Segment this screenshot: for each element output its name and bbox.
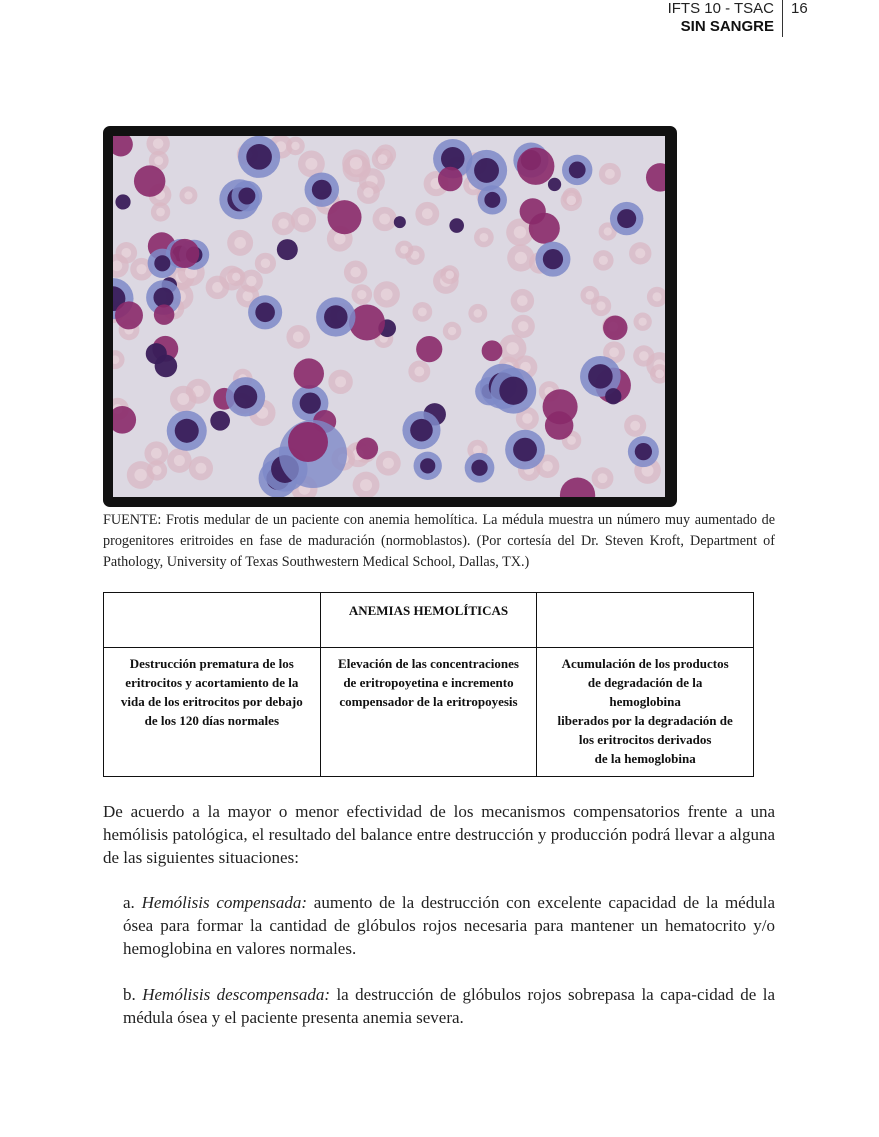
cell-nucleus	[420, 458, 435, 473]
red-blood-cell-center	[195, 463, 206, 474]
red-blood-cell-center	[479, 233, 488, 242]
red-blood-cell-center	[446, 270, 454, 278]
cell-nucleus	[170, 239, 199, 268]
cell-nucleus	[471, 460, 487, 476]
cell-line: eritrocitos y acortamiento de la	[125, 675, 299, 690]
cell-nucleus	[300, 392, 321, 413]
red-blood-cell-center	[357, 290, 366, 299]
cell-nucleus	[513, 438, 537, 462]
red-blood-cell-center	[598, 473, 608, 483]
red-blood-cell-center	[232, 273, 240, 281]
red-blood-cell-center	[515, 252, 527, 264]
red-blood-cell-center	[596, 301, 605, 310]
red-blood-cell-center	[542, 461, 553, 472]
item-a-term: Hemólisis compensada:	[141, 893, 307, 912]
cell-nucleus	[438, 167, 463, 192]
cell-nucleus	[482, 340, 503, 361]
item-b-prefix: b.	[123, 985, 143, 1004]
cell-nucleus	[175, 419, 199, 443]
cell-line: Destrucción prematura de los	[129, 656, 294, 671]
cell-nucleus	[238, 188, 255, 205]
red-blood-cell-center	[278, 218, 288, 228]
cell-nucleus	[246, 144, 272, 170]
red-blood-cell-center	[177, 393, 189, 405]
red-blood-cell-center	[184, 191, 192, 199]
item-b-text: la destrucción de glóbulos rojos sobrepasa la capa-cidad de la médula ósea y el paciente presenta anemia severa.	[123, 985, 775, 1027]
cell-nucleus	[517, 147, 554, 184]
cell-nucleus	[155, 355, 178, 378]
cell-nucleus	[115, 194, 130, 209]
red-blood-cell-center	[360, 479, 372, 491]
table-row	[104, 648, 754, 777]
red-blood-cell-center	[335, 376, 346, 387]
red-blood-cell-center	[422, 208, 433, 219]
red-blood-cell-center	[639, 351, 649, 361]
cell-nucleus	[394, 216, 406, 228]
cell-nucleus	[569, 162, 586, 179]
item-b-term: Hemólisis descompensada:	[142, 985, 330, 1004]
cell-nucleus	[255, 303, 275, 323]
cell-line: vida de los eritrocitos por debajo	[120, 694, 303, 709]
list-item-a	[123, 891, 775, 960]
cell-nucleus	[113, 136, 133, 156]
cell-nucleus	[324, 305, 348, 329]
header-title-line1: IFTS 10 - TSAC	[667, 0, 774, 17]
red-blood-cell-center	[414, 367, 424, 377]
table-header-cell-1	[104, 593, 321, 648]
red-blood-cell-center	[567, 436, 576, 445]
cell-nucleus	[520, 198, 546, 224]
bone-marrow-smear-image	[113, 136, 665, 497]
figure-caption: FUENTE: Frotis medular de un paciente con anemia hemolítica. La médula muestra un número muy aumentado de progenitores eritroides en fase de maduración (normoblastos). (Por cortesía del Dr. Steven Kroft, Department of Pathology, University of Texas Southwestern Medical School, Dallas, TX.)	[103, 512, 775, 570]
cell-nucleus	[617, 209, 636, 228]
red-blood-cell-center	[156, 208, 165, 217]
table-cell-degradation	[537, 648, 754, 777]
cell-line: liberados por la degradación de	[557, 713, 733, 728]
hemolytic-anemia-table	[103, 592, 754, 777]
red-blood-cell-center	[383, 458, 394, 469]
cell-nucleus	[154, 255, 170, 271]
micrograph-figure	[103, 126, 677, 507]
cell-nucleus	[327, 200, 361, 234]
red-blood-cell-center	[379, 214, 390, 225]
cell-nucleus	[474, 158, 499, 183]
red-blood-cell-center	[639, 318, 647, 326]
red-blood-cell-center	[154, 156, 163, 165]
cell-nucleus	[277, 239, 298, 260]
cell-line: de la hemoglobina	[594, 751, 696, 766]
red-blood-cell-center	[652, 292, 661, 301]
cell-line: Elevación de las concentraciones	[338, 656, 519, 671]
table-cell-erythropoietin	[320, 648, 537, 777]
red-blood-cell-center	[605, 169, 615, 179]
red-blood-cell-center	[418, 307, 427, 316]
cell-nucleus	[449, 218, 464, 233]
cell-nucleus	[134, 165, 165, 196]
cell-nucleus	[560, 477, 595, 497]
cell-nucleus	[605, 388, 621, 404]
red-blood-cell-center	[153, 138, 164, 149]
cell-nucleus	[154, 304, 175, 325]
red-blood-cell-center	[381, 288, 393, 300]
cell-line: de los 120 días normales	[144, 713, 279, 728]
header-divider	[782, 0, 783, 37]
cell-nucleus	[646, 163, 665, 191]
page-number: 16	[791, 0, 808, 17]
red-blood-cell-center	[174, 455, 185, 466]
cell-nucleus	[234, 385, 258, 409]
red-blood-cell-center	[609, 347, 619, 357]
red-blood-cell-center	[474, 309, 483, 318]
red-blood-cell-center	[136, 264, 146, 274]
cell-nucleus	[543, 249, 563, 269]
cell-nucleus	[294, 358, 324, 388]
cell-nucleus	[635, 443, 652, 460]
red-blood-cell-center	[522, 413, 532, 423]
cell-nucleus	[416, 336, 442, 362]
cell-nucleus	[210, 411, 230, 431]
red-blood-cell-center	[517, 295, 528, 306]
cell-line: de eritropoyetina e incremento	[343, 675, 514, 690]
body-paragraph: De acuerdo a la mayor o menor efectividad de los mecanismos compensatorios frente a una hemólisis patológica, el resultado del balance entre destrucción y producción podrá llevar a alguna de las siguientes situaciones:	[103, 802, 775, 867]
table-header-cell-2: ANEMIAS HEMOLÍTICAS	[320, 593, 537, 648]
page-header	[600, 0, 810, 38]
red-blood-cell-center	[514, 226, 526, 238]
red-blood-cell-center	[630, 421, 640, 431]
cell-line: de degradación de la	[587, 675, 703, 690]
red-blood-cell-center	[350, 157, 362, 169]
red-blood-cell-center	[246, 276, 256, 286]
red-blood-cell-center	[152, 466, 161, 475]
red-blood-cell-center	[305, 158, 317, 170]
red-blood-cell-center	[518, 321, 528, 331]
cell-nucleus	[499, 377, 527, 405]
cell-nucleus	[410, 419, 433, 442]
header-title-line2: SIN SANGRE	[680, 18, 774, 35]
red-blood-cell-center	[350, 267, 361, 278]
cell-nucleus	[548, 178, 561, 191]
red-blood-cell-center	[293, 332, 304, 343]
red-blood-cell-center	[566, 196, 576, 206]
cell-nucleus	[441, 147, 465, 171]
cell-line: hemoglobina	[609, 694, 681, 709]
red-blood-cell-center	[261, 259, 271, 269]
large-cell-nucleus	[288, 422, 328, 462]
item-a-text: aumento de la destrucción con excelente capacidad de la médula ósea para formar la cantidad de glóbulos rojos necesaria para mantener un hematocrito y/o hemoglobina en valores normales.	[123, 893, 775, 958]
red-blood-cell-center	[599, 256, 608, 265]
red-blood-cell-center	[655, 369, 664, 378]
cell-nucleus	[484, 192, 500, 208]
cell-line: los eritrocitos derivados	[578, 732, 712, 747]
red-blood-cell-center	[291, 142, 299, 150]
cell-nucleus	[603, 316, 627, 340]
red-blood-cell-center	[234, 237, 246, 249]
table-header-row	[104, 593, 754, 648]
red-blood-cell-center	[334, 233, 346, 245]
red-blood-cell-center	[506, 342, 518, 354]
red-blood-cell-center	[298, 214, 309, 225]
list-item-b	[123, 983, 775, 1029]
red-blood-cell-center	[586, 291, 594, 299]
cell-nucleus	[588, 364, 613, 389]
cell-line: Acumulación de los productos	[561, 656, 729, 671]
red-blood-cell-center	[448, 327, 456, 335]
cell-nucleus	[113, 406, 136, 434]
cell-nucleus	[312, 180, 332, 200]
cell-nucleus	[115, 301, 143, 329]
red-blood-cell-center	[635, 248, 645, 258]
table-cell-destruction	[104, 648, 321, 777]
header-title	[668, 0, 774, 36]
cell-nucleus	[356, 438, 378, 460]
item-a-prefix: a.	[123, 893, 142, 912]
red-blood-cell-center	[604, 227, 612, 235]
red-blood-cell-center	[363, 187, 373, 197]
cell-nucleus	[545, 411, 573, 439]
table-header-cell-3	[537, 593, 754, 648]
red-blood-cell-center	[378, 154, 388, 164]
red-blood-cell-center	[134, 469, 146, 481]
cell-line: compensador de la eritropoyesis	[339, 694, 518, 709]
red-blood-cell-center	[400, 246, 408, 254]
red-blood-cell-center	[151, 448, 162, 459]
